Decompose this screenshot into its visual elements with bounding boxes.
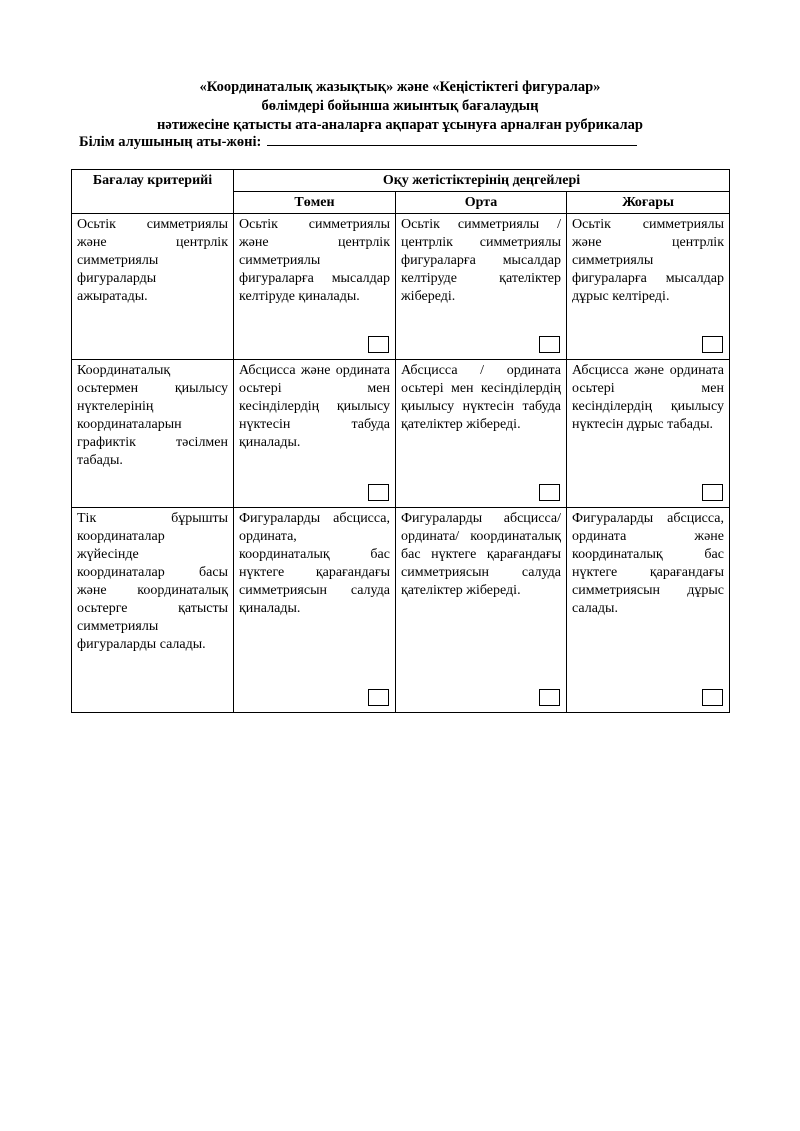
high-cell bbox=[567, 360, 730, 508]
low-text: Осьтік симметриялы және центрлік симметриялы фигураларға мысалдар келтіруде қиналады. bbox=[239, 217, 390, 304]
student-name-line[interactable] bbox=[267, 133, 637, 146]
high-text: Осьтік симметриялы және центрлік симметриялы фигураларға мысалдар дұрыс келтіреді. bbox=[572, 217, 724, 304]
rubric-table bbox=[71, 169, 730, 713]
table-row bbox=[72, 214, 730, 360]
table-row bbox=[72, 508, 730, 713]
high-checkbox[interactable] bbox=[702, 689, 723, 706]
criterion-cell bbox=[72, 508, 234, 713]
table-row bbox=[72, 360, 730, 508]
high-cell bbox=[567, 508, 730, 713]
mid-text: Осьтік симметриялы / центрлік симметриялы фигураларға мысалдар келтіруде қателіктер жібереді. bbox=[401, 217, 561, 304]
criterion-text: Координаталық осьтермен қиылысу нүктелерінің координаталарын графиктік тәсілмен табады. bbox=[77, 363, 228, 468]
title-line-2: бөлімдері бойынша жиынтық бағалаудың bbox=[261, 98, 539, 114]
mid-cell bbox=[396, 360, 567, 508]
criterion-cell bbox=[72, 214, 234, 360]
high-checkbox[interactable] bbox=[702, 336, 723, 353]
mid-checkbox[interactable] bbox=[539, 689, 560, 706]
mid-cell bbox=[396, 214, 567, 360]
low-cell bbox=[234, 508, 396, 713]
low-checkbox[interactable] bbox=[368, 336, 389, 353]
low-checkbox[interactable] bbox=[368, 484, 389, 501]
title-line-3: нәтижесіне қатысты ата-аналарға ақпарат ұсынуға арналған рубрикалар bbox=[157, 117, 643, 133]
high-text: Фигураларды абсцисса, ордината және координаталық бас нүктеге қарағандағы симметриясын дұрыс салады. bbox=[572, 511, 724, 616]
student-name-label: Білім алушының аты-жөні: bbox=[79, 134, 262, 150]
mid-text: Фигураларды абсцисса/ ордината/ координаталық бас нүктеге қарағандағы симметриясын салуда қателіктер жібереді. bbox=[401, 511, 561, 598]
level-mid-header: Орта bbox=[396, 192, 567, 214]
student-name-row bbox=[79, 133, 637, 152]
mid-cell bbox=[396, 508, 567, 713]
criteria-header: Бағалау критерийі bbox=[72, 170, 234, 214]
low-text: Абсцисса және ордината осьтері мен кесінділердің қиылысу нүктесін табуда қиналады. bbox=[239, 363, 390, 450]
mid-checkbox[interactable] bbox=[539, 484, 560, 501]
levels-header: Оқу жетістіктерінің деңгейлері bbox=[234, 170, 730, 192]
high-checkbox[interactable] bbox=[702, 484, 723, 501]
level-low-header: Төмен bbox=[234, 192, 396, 214]
title-line-1: «Координаталық жазықтық» және «Кеңістіктегі фигуралар» bbox=[199, 79, 601, 95]
low-cell bbox=[234, 214, 396, 360]
high-text: Абсцисса және ордината осьтері мен кесінділердің қиылысу нүктесін дұрыс табады. bbox=[572, 363, 724, 432]
low-checkbox[interactable] bbox=[368, 689, 389, 706]
level-high-header: Жоғары bbox=[567, 192, 730, 214]
criterion-text: Осьтік симметриялы және центрлік симметриялы фигураларды ажыратады. bbox=[77, 217, 228, 304]
criterion-cell bbox=[72, 360, 234, 508]
low-cell bbox=[234, 360, 396, 508]
high-cell bbox=[567, 214, 730, 360]
mid-text: Абсцисса / ордината осьтері мен кесінділердің қиылысу нүктесін табуда қателіктер жібереді. bbox=[401, 363, 561, 432]
criterion-text: Тік бұрышты координаталар жүйесінде координаталар басы және координаталық осьтерге қатысты симметриялы фигураларды салады. bbox=[77, 511, 228, 652]
low-text: Фигураларды абсцисса, ордината, координаталық бас нүктеге қарағандағы симметриясын салуда қиналады. bbox=[239, 511, 390, 616]
mid-checkbox[interactable] bbox=[539, 336, 560, 353]
